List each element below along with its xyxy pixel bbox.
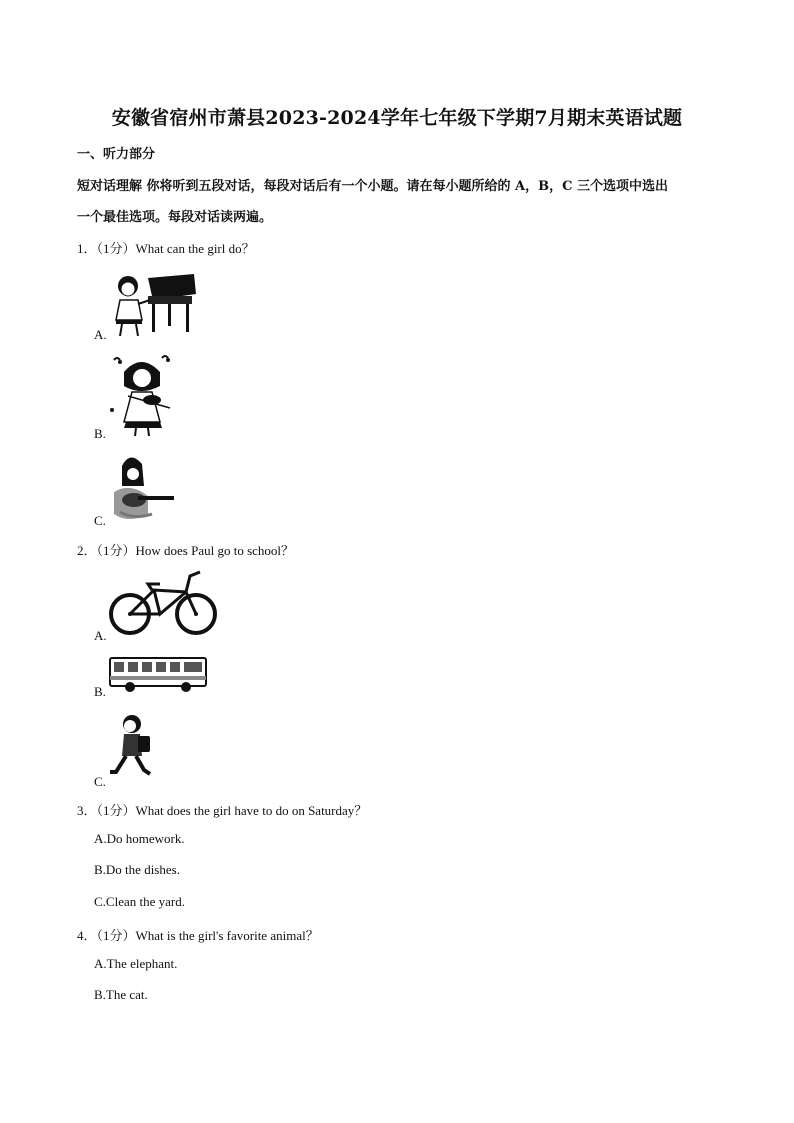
q2-option-b: B.	[94, 684, 106, 699]
boy-walking-picture	[108, 712, 158, 782]
q1-option-a: A.	[94, 327, 107, 342]
q1-option-c: C.	[94, 513, 106, 528]
q4-option-b: B.The cat.	[94, 987, 148, 1002]
question-1: 1．（1分）What can the girl do？	[77, 241, 255, 256]
q2-option-a: A.	[94, 628, 107, 643]
question-2: 2．（1分）How does Paul go to school？	[77, 543, 295, 558]
instruction-line-1: 短对话理解 你将听到五段对话，每段对话后有一个小题。请在每小题所给的 A，B，C 三个选项中选出	[77, 179, 668, 194]
bicycle-picture	[108, 568, 218, 638]
q1-option-b: B.	[94, 426, 106, 441]
girl-playing-violin-picture	[108, 352, 174, 436]
q3-option-c: C.Clean the yard.	[94, 894, 185, 909]
q3-option-b: B.Do the dishes.	[94, 862, 180, 877]
q4-option-a: A.The elephant.	[94, 956, 178, 971]
girl-playing-piano-picture	[108, 266, 198, 338]
girl-playing-guitar-picture	[108, 452, 178, 524]
bus-picture	[108, 654, 208, 694]
q3-option-a: A.Do homework.	[94, 831, 185, 846]
exam-title: 安徽省宿州市萧县2023-2024学年七年级下学期7月期末英语试题	[111, 107, 683, 129]
question-3: 3．（1分）What does the girl have to do on Saturday？	[77, 803, 368, 818]
q2-option-c: C.	[94, 774, 106, 789]
section-heading: 一、听力部分	[77, 147, 156, 162]
instruction-line-2: 一个最佳选项。每段对话读两遍。	[77, 210, 273, 225]
question-4: 4．（1分）What is the girl's favorite animal？	[77, 928, 319, 943]
